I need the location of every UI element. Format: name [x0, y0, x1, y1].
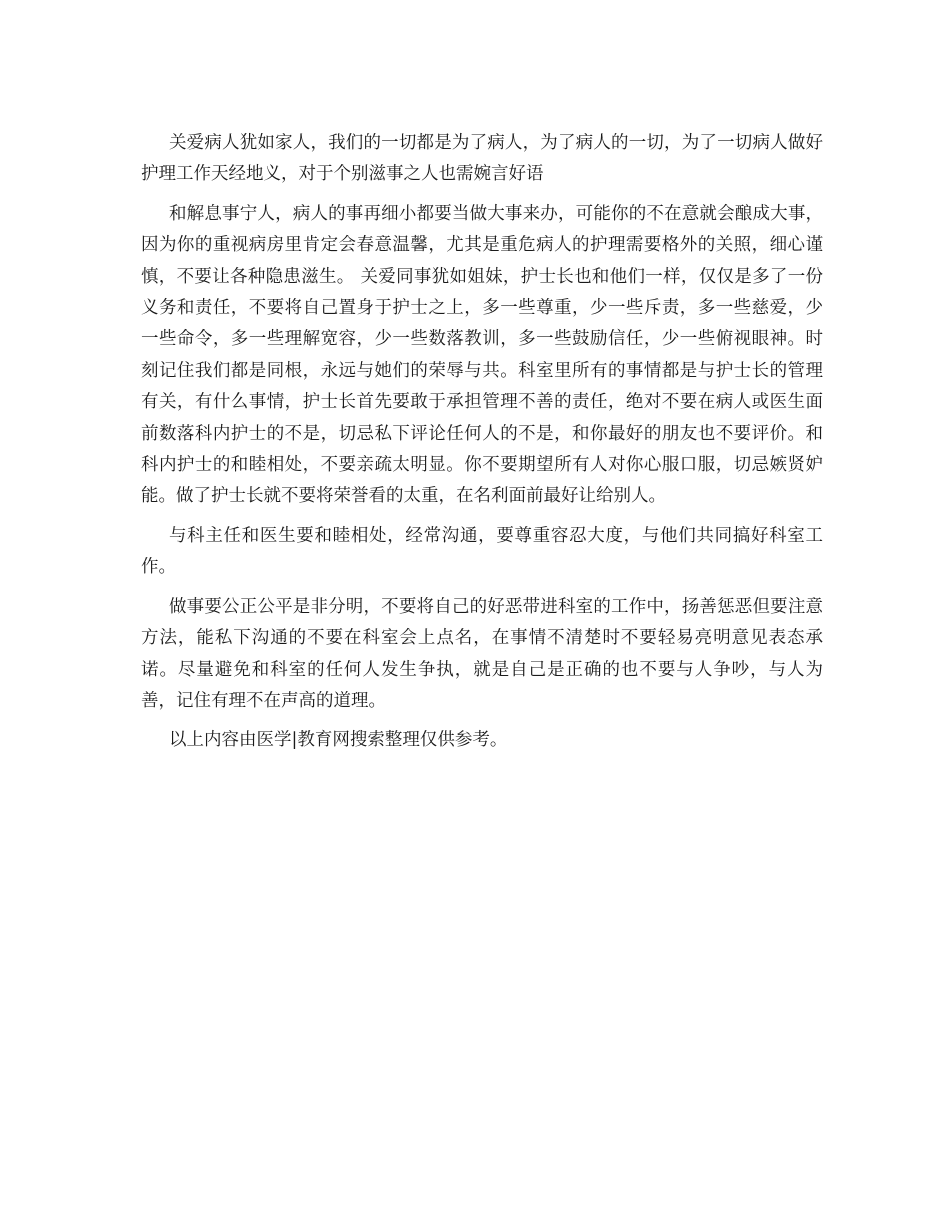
- paragraph-fairness: 做事要公正公平是非分明，不要将自己的好恶带进科室的工作中，扬善惩恶但要注意方法，能私下沟通的不要在科室会上点名，在事情不清楚时不要轻易亮明意见表态承诺。尽量避免和科室的任何人发生争执，就是自己是正确的也不要与人争吵，与人为善，记住有理不在声高的道理。: [141, 596, 823, 711]
- paragraph-source-note: 以上内容由医学|教育网搜索整理仅供参考。: [169, 730, 508, 751]
- document-body: [141, 128, 823, 757]
- paragraph-colleague-relations: 和解息事宁人，病人的事再细小都要当做大事来办，可能你的不在意就会酿成大事，因为你的重视病房里肯定会春意温馨，尤其是重危病人的护理需要格外的关照，细心谨慎，不要让各种隐患滋生。 关爱同事犹如姐妹，护士长也和他们一样，仅仅是多了一份义务和责任，不要将自己置身于护士之上，多一些尊重，少一些斥责，多一些慈爱，少一些命令，多一些理解宽容，少一些数落教训，多一些鼓励信任，少一些俯视眼神。时刻记住我们都是同根，永远与她们的荣辱与共。科室里所有的事情都是与护士长的管理有关，有什么事情，护士长首先要敢于承担管理不善的责任，绝对不要在病人或医生面前数落科内护士的不是，切忌私下评论任何人的不是，和你最好的朋友也不要评价。和科内护士的和睦相处，不要亲疏太明显。你不要期望所有人对你心服口服，切忌嫉贤妒能。做了护士长就不要将荣誉看的太重，在名利面前最好让给别人。: [141, 203, 823, 507]
- paragraph-doctor-relations: 与科主任和医生要和睦相处，经常沟通，要尊重容忍大度，与他们共同搞好科室工作。: [141, 525, 823, 578]
- paragraph-patient-care: 关爱病人犹如家人，我们的一切都是为了病人，为了病人的一切，为了一切病人做好护理工作天经地义，对于个别滋事之人也需婉言好语: [141, 133, 823, 185]
